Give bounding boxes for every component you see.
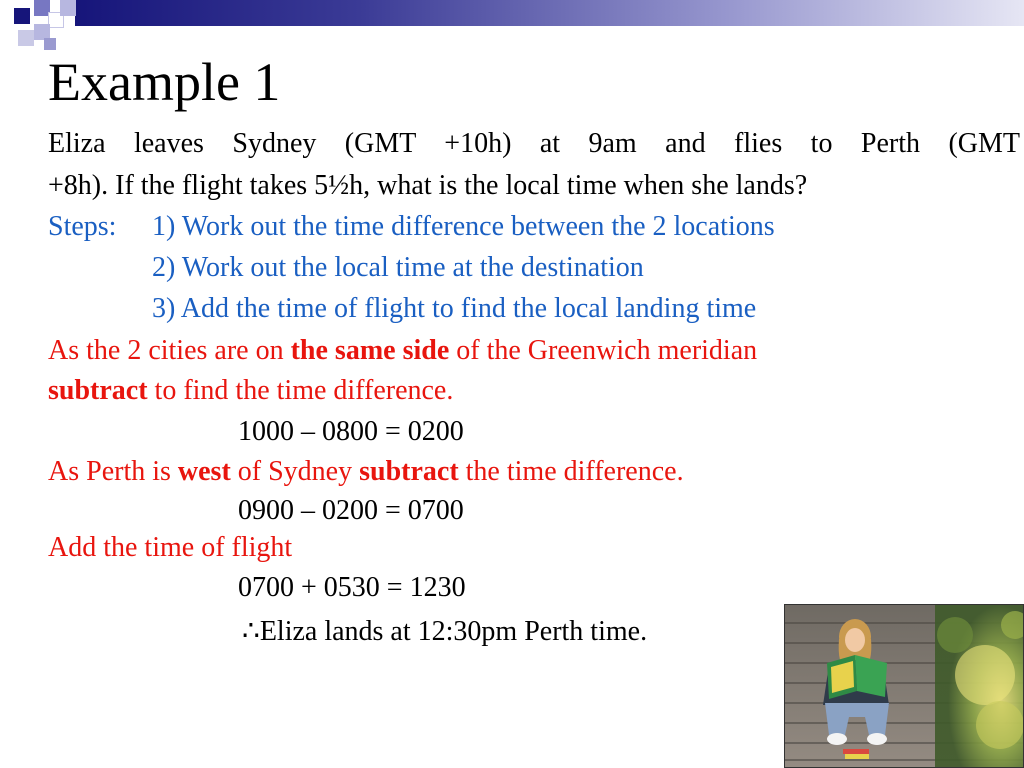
- girl-reading-photo: [784, 604, 1024, 768]
- emphasis-text: subtract: [48, 375, 148, 406]
- step-1: 1) Work out the time difference between the 2 locations: [152, 211, 775, 242]
- calculation-local-time: 0900 – 0200 = 0700: [238, 495, 464, 526]
- emphasis-text: west: [177, 456, 231, 487]
- photo-illustration: [785, 605, 1023, 767]
- explanation-text: of Sydney: [230, 456, 360, 487]
- emphasis-text: the same side: [290, 335, 450, 366]
- calculation-landing-time: 0700 + 0530 = 1230: [238, 572, 466, 603]
- explanation-text: of the Greenwich meridian: [449, 335, 758, 366]
- decorative-square: [44, 38, 56, 50]
- steps-label: Steps:: [48, 211, 117, 242]
- explanation-subtract: [48, 374, 453, 408]
- emphasis-text: subtract: [359, 456, 459, 487]
- decorative-square: [14, 8, 30, 24]
- explanation-same-side: [48, 334, 757, 368]
- explanation-text: the time difference.: [458, 456, 684, 487]
- conclusion: ∴Eliza lands at 12:30pm Perth time.: [242, 616, 648, 647]
- explanation-text: to find the time difference.: [147, 375, 454, 406]
- problem-line-2: +8h). If the flight takes 5½h, what is the local time when she lands?: [48, 170, 808, 201]
- explanation-west: [48, 455, 684, 489]
- explanation-add-flight: Add the time of flight: [48, 532, 293, 563]
- step-2: 2) Work out the local time at the destination: [152, 252, 644, 283]
- header-gradient-bar: [75, 0, 1024, 26]
- decorative-square: [18, 30, 34, 46]
- problem-line-1: Eliza leaves Sydney (GMT +10h) at 9am and flies to Perth (GMT: [48, 128, 1020, 159]
- slide-title: Example 1: [48, 52, 281, 112]
- calculation-time-difference: 1000 – 0800 = 0200: [238, 416, 464, 447]
- step-3: 3) Add the time of flight to find the local landing time: [152, 293, 757, 324]
- explanation-text: As the 2 cities are on: [48, 335, 291, 366]
- decorative-square: [60, 0, 76, 16]
- explanation-text: As Perth is: [48, 456, 178, 487]
